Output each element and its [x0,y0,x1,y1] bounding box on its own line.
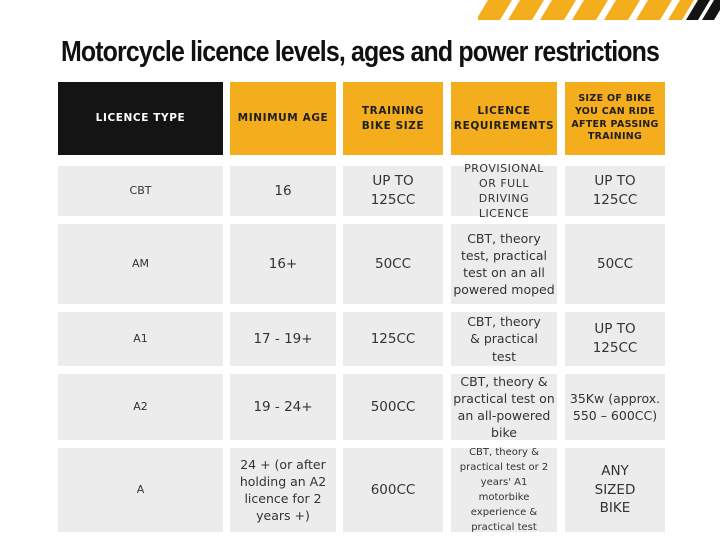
cell-training-bike-size: UP TO 125CC [343,166,443,216]
cell-licence-type: AM [58,224,223,304]
table-row [56,224,668,304]
cell-training-bike-size: 50CC [343,224,443,304]
cell-licence-type: A [58,448,223,532]
cell-bike-size-after: UP TO 125CC [565,312,665,366]
cell-licence-requirements: CBT, theory test, practical test on an all powered moped [451,224,557,304]
decorative-stripes [478,0,720,20]
table-row [56,448,668,532]
cell-minimum-age: 16+ [230,224,336,304]
cell-licence-type: A1 [58,312,223,366]
cell-licence-requirements: PROVISIONAL OR FULL DRIVING LICENCE [451,166,557,216]
licence-table [56,82,668,533]
cell-training-bike-size: 500CC [343,374,443,440]
cell-minimum-age: 17 - 19+ [230,312,336,366]
header-licence-type: LICENCE TYPE [58,82,223,155]
cell-licence-type: A2 [58,374,223,440]
header-bike-size-after-training: SIZE OF BIKE YOU CAN RIDE AFTER PASSING TRAINING [565,82,665,155]
cell-licence-requirements: CBT, theory & practical test [451,312,557,366]
cell-bike-size-after: ANY SIZED BIKE [565,448,665,532]
cell-minimum-age: 19 - 24+ [230,374,336,440]
cell-minimum-age: 24 + (or after holding an A2 licence for 2 years +) [230,448,336,532]
cell-training-bike-size: 125CC [343,312,443,366]
header-minimum-age: MINIMUM AGE [230,82,336,155]
cell-minimum-age: 16 [230,166,336,216]
header-licence-requirements: LICENCE REQUIREMENTS [451,82,557,155]
table-row [56,161,668,221]
cell-licence-requirements: CBT, theory & practical test on an all-powered bike [451,374,557,440]
cell-bike-size-after: UP TO 125CC [565,166,665,216]
cell-training-bike-size: 600CC [343,448,443,532]
cell-bike-size-after: 35Kw (approx. 550 – 600CC) [565,374,665,440]
cell-bike-size-after: 50CC [565,224,665,304]
table-row [56,312,668,366]
cell-licence-type: CBT [58,166,223,216]
page-title: Motorcycle licence levels, ages and power restrictions [60,36,660,68]
cell-licence-requirements: CBT, theory & practical test or 2 years' A1 motorbike experience & practical test [451,448,557,532]
table-header-row [56,82,668,155]
header-training-bike-size: TRAINING BIKE SIZE [343,82,443,155]
table-row [56,374,668,440]
